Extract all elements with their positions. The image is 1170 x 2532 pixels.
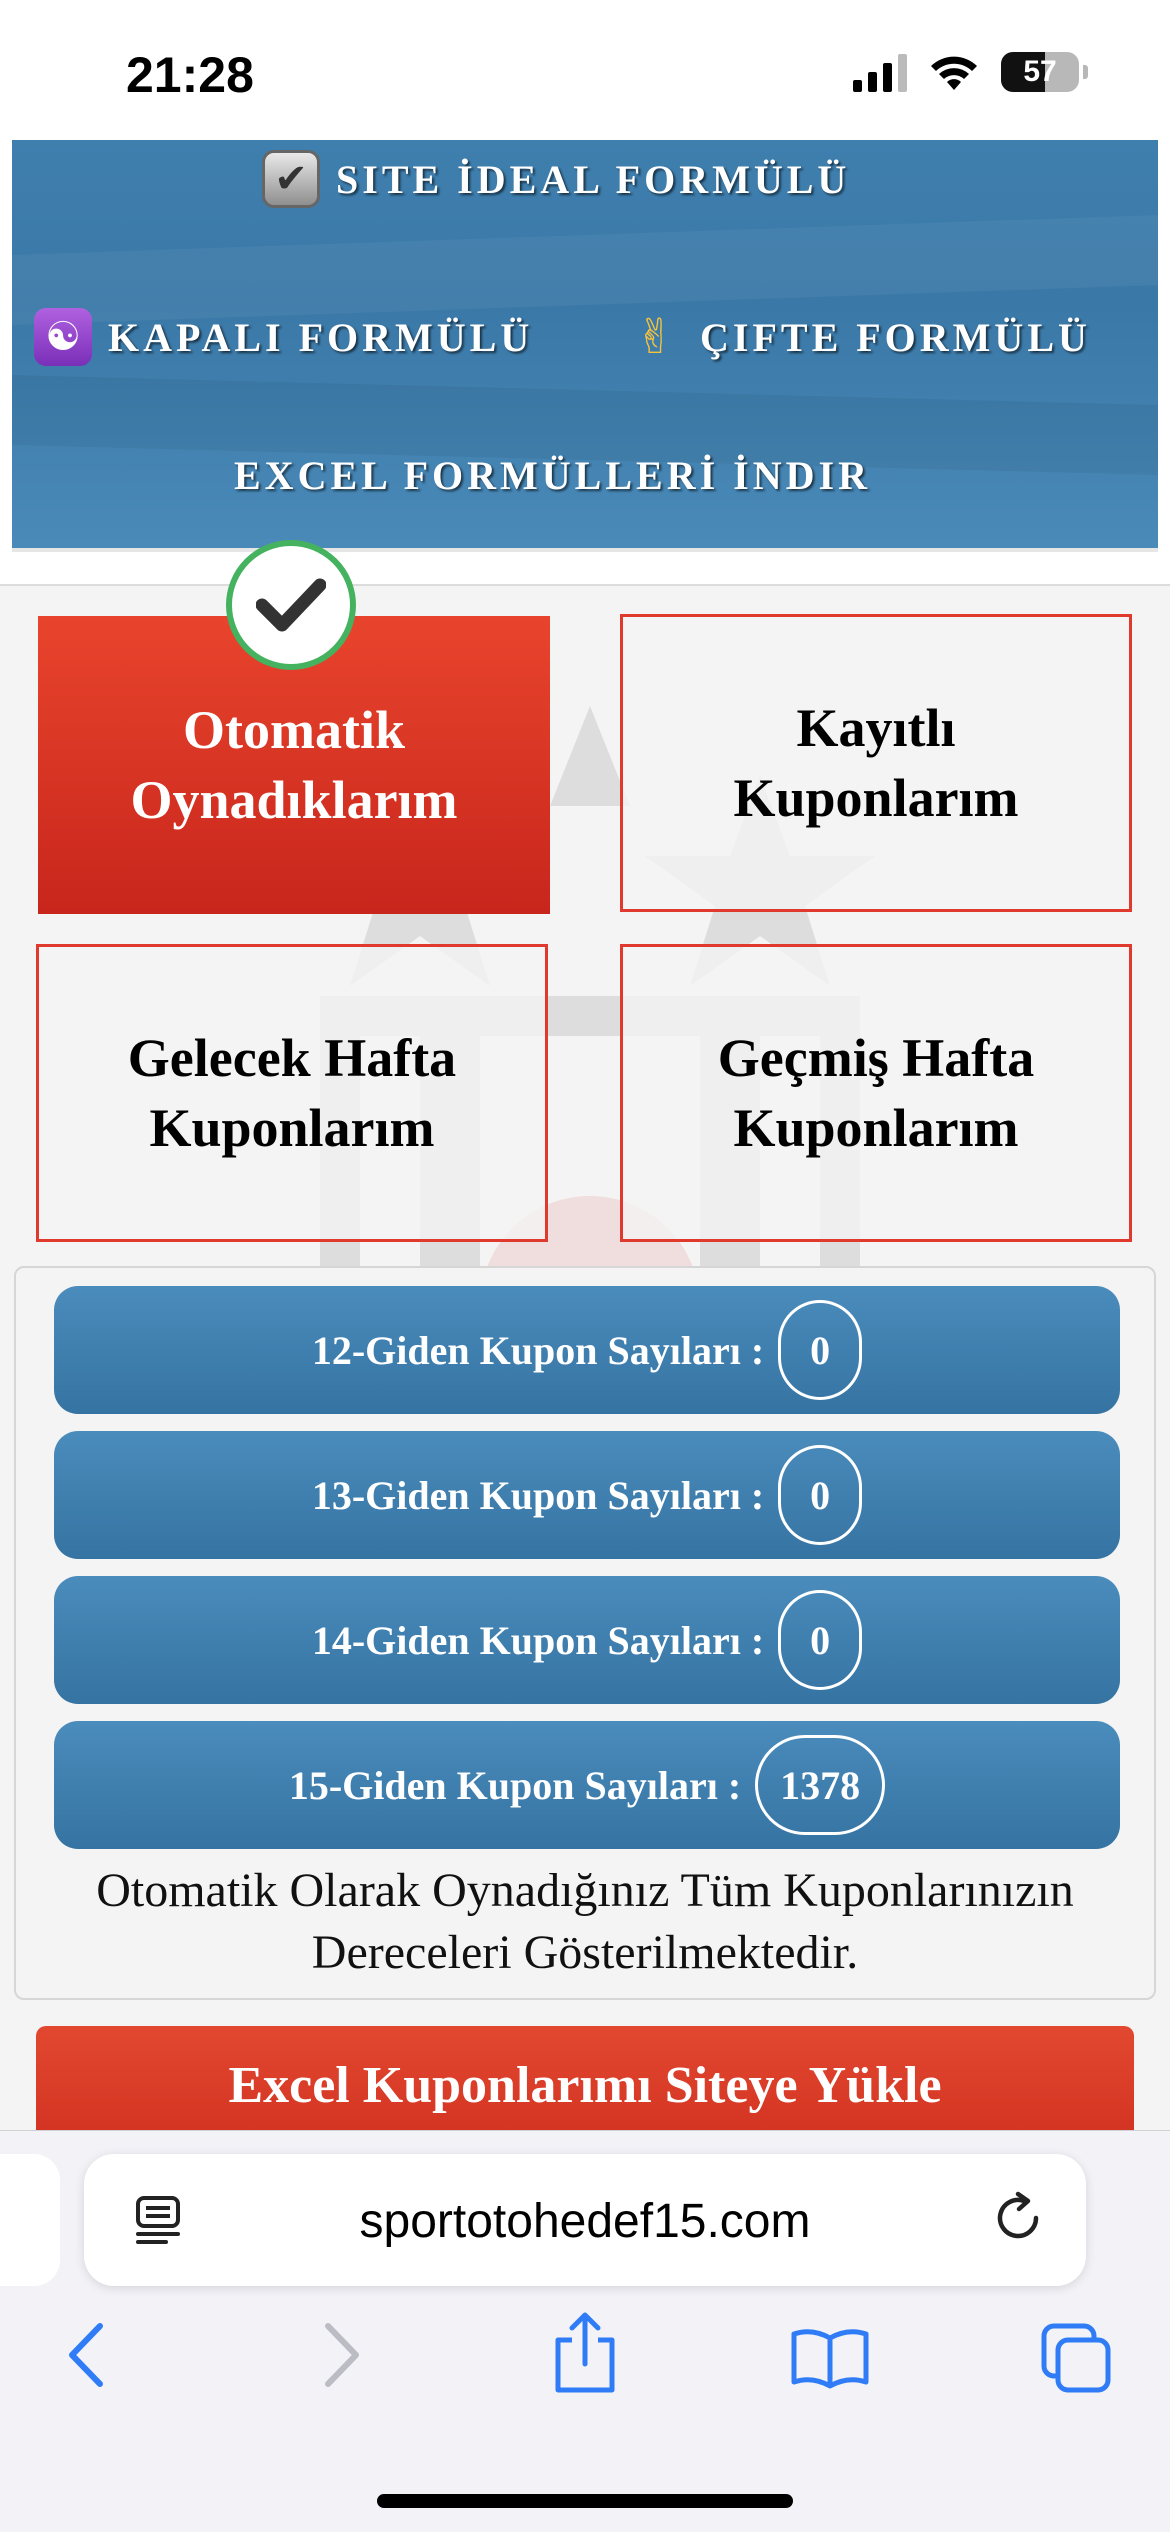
button-label-line: Kuponlarım (149, 1098, 435, 1158)
checkbox-icon: ✔ (262, 150, 320, 208)
coupon-counts-panel (14, 1266, 1156, 2000)
home-indicator (377, 2494, 793, 2508)
yin-yang-icon: ☯ (34, 308, 92, 366)
cifte-formula-link[interactable] (626, 308, 1091, 366)
reload-icon[interactable] (988, 2188, 1048, 2248)
active-check-icon (226, 540, 356, 670)
share-icon[interactable] (548, 2310, 622, 2396)
count-value: 0 (778, 1300, 862, 1400)
button-label-line: Oynadıklarım (130, 770, 458, 830)
counts-description (16, 1860, 1154, 1985)
count-value: 0 (778, 1445, 862, 1545)
count-value: 0 (778, 1590, 862, 1690)
button-label-line: Otomatik (183, 699, 405, 760)
formula-link-label: ÇIFTE FORMÜLÜ (700, 314, 1091, 360)
count-row-13 (54, 1431, 1120, 1559)
formula-menu (12, 140, 1158, 552)
status-bar (0, 0, 1170, 140)
counts-note-line: Otomatik Olarak Oynadığınız Tüm Kuponlarınızın (96, 1864, 1074, 1917)
formula-link-label: EXCEL FORMÜLLERİ İNDIR (234, 453, 871, 498)
tabs-icon[interactable] (1040, 2322, 1114, 2396)
checkmark-icon (256, 577, 326, 633)
next-week-coupons-button[interactable] (36, 944, 548, 1242)
wifi-icon (927, 52, 981, 92)
count-row-14 (54, 1576, 1120, 1704)
cellular-signal-icon (853, 52, 907, 92)
count-label: 13-Giden Kupon Sayıları : (311, 1472, 765, 1518)
count-value: 1378 (755, 1735, 885, 1835)
button-label-line: Kuponlarım (733, 1098, 1019, 1158)
formula-link-label: KAPALI FORMÜLÜ (108, 314, 534, 360)
excel-formulas-download-link[interactable] (234, 452, 871, 499)
victory-hand-icon: ✌ (634, 309, 676, 365)
previous-tab-preview[interactable] (0, 2154, 60, 2286)
kapali-formula-link[interactable] (34, 308, 533, 366)
count-label: 14-Giden Kupon Sayıları : (311, 1617, 765, 1663)
battery-tip (1083, 65, 1088, 79)
forward-icon[interactable] (308, 2318, 368, 2392)
back-icon[interactable] (60, 2318, 120, 2392)
site-ideal-formula-link[interactable] (262, 150, 850, 208)
bookmarks-icon[interactable] (790, 2326, 870, 2390)
count-label: 15-Giden Kupon Sayıları : (288, 1762, 742, 1808)
upload-button-label: Excel Kuponlarımı Siteye Yükle (228, 2057, 942, 2114)
url-text: sportotohedef15.com (359, 2195, 811, 2248)
saved-coupons-button[interactable] (620, 614, 1132, 912)
button-label-line: Gelecek Hafta (127, 1027, 457, 1088)
status-time: 21:28 (126, 47, 254, 103)
button-label-line: Kuponlarım (733, 768, 1019, 828)
address-bar[interactable] (84, 2154, 1086, 2286)
past-week-coupons-button[interactable] (620, 944, 1132, 1242)
battery-level: 57 (1023, 55, 1057, 88)
count-row-12 (54, 1286, 1120, 1414)
count-label: 12-Giden Kupon Sayıları : (311, 1327, 765, 1373)
formula-link-label: SITE İDEAL FORMÜLÜ (336, 156, 851, 202)
status-icons (853, 52, 1088, 92)
count-row-15 (54, 1721, 1120, 1849)
counts-note-line: Dereceleri Gösterilmektedir. (311, 1926, 859, 1980)
battery-icon (1001, 52, 1079, 92)
button-label-line: Geçmiş Hafta (717, 1027, 1035, 1088)
button-label-line: Kayıtlı (796, 697, 956, 758)
